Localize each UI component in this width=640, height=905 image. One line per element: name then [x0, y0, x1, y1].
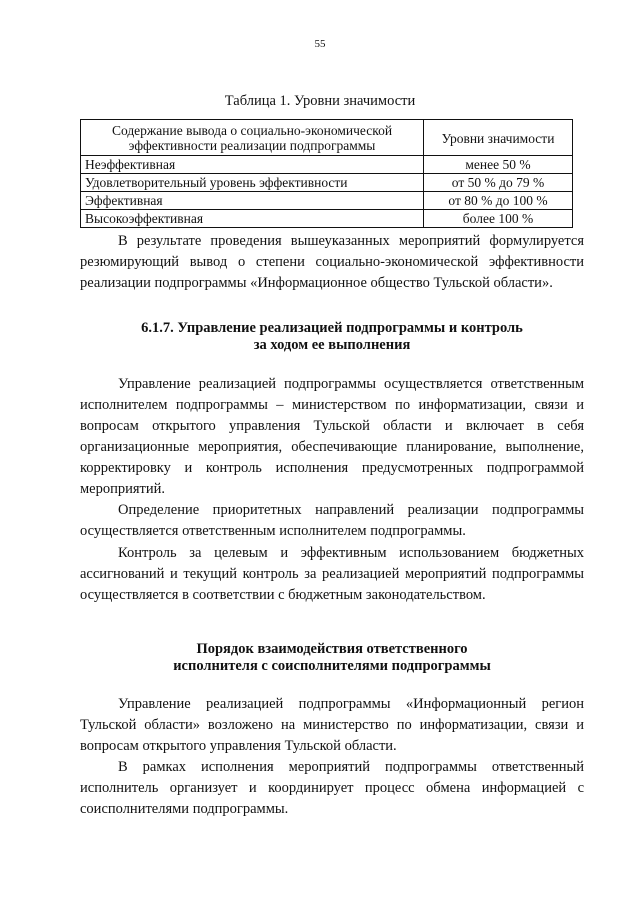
paragraph-summary: В результате проведения вышеуказанных мероприятий формулируется резюмирующий вывод о степени социально-экономической эффективности реализации подпрограммы «Информационное общество Тульской области».	[80, 233, 584, 291]
paragraph-coordination: В рамках исполнения мероприятий подпрограммы ответственный исполнитель организует и координирует процесс обмена информацией с соисполнителями подпрограммы.	[80, 759, 584, 817]
table-cell-conclusion: Неэффективная	[81, 156, 424, 174]
table-row	[81, 192, 573, 210]
heading-line: за ходом ее выполнения	[253, 337, 411, 353]
section-heading-management	[80, 320, 584, 354]
page-number: 55	[314, 38, 326, 50]
table-cell-conclusion: Эффективная	[81, 192, 424, 210]
table-row	[81, 156, 573, 174]
table-header-levels: Уровни значимости	[424, 120, 573, 156]
table-row	[81, 210, 573, 228]
table-cell-level: от 50 % до 79 %	[424, 174, 573, 192]
paragraph-assignment: Управление реализацией подпрограммы «Информационный регион Тульской области» возложено на министерство по информатизации, связи и вопросам открытого управления Тульской области.	[80, 696, 584, 754]
paragraph-priorities: Определение приоритетных направлений реализации подпрограммы осуществляется ответственным исполнителем подпрограммы.	[80, 502, 584, 539]
table-cell-level: менее 50 %	[424, 156, 573, 174]
heading-line: исполнителя с соисполнителями подпрограммы	[173, 658, 491, 674]
table-cell-conclusion: Удовлетворительный уровень эффективности	[81, 174, 424, 192]
significance-levels-table	[80, 119, 573, 228]
table-cell-conclusion: Высокоэффективная	[81, 210, 424, 228]
paragraph-management: Управление реализацией подпрограммы осуществляется ответственным исполнителем подпрограммы – министерством по информатизации, связи и вопросам открытого управления Тульской области и включает в себя организационные мероприятия, обеспечивающие планирование, выполнение, корректировку и контроль исполнения предусмотренных подпрограммой мероприятий.	[80, 376, 584, 497]
heading-line: 6.1.7. Управление реализацией подпрограммы и контроль	[141, 320, 523, 336]
table-cell-level: от 80 % до 100 %	[424, 192, 573, 210]
table-header-conclusion: Содержание вывода о социально-экономической эффективности реализации подпрограммы	[81, 120, 424, 156]
paragraph-control: Контроль за целевым и эффективным использованием бюджетных ассигнований и текущий контроль за реализацией мероприятий подпрограммы осуществляется в соответствии с бюджетным законодательством.	[80, 545, 584, 603]
table-caption: Таблица 1. Уровни значимости	[224, 93, 416, 109]
table-row	[81, 174, 573, 192]
section-heading-interaction	[80, 641, 584, 675]
table-cell-level: более 100 %	[424, 210, 573, 228]
table-header-row	[81, 120, 573, 156]
heading-line: Порядок взаимодействия ответственного	[196, 641, 468, 657]
